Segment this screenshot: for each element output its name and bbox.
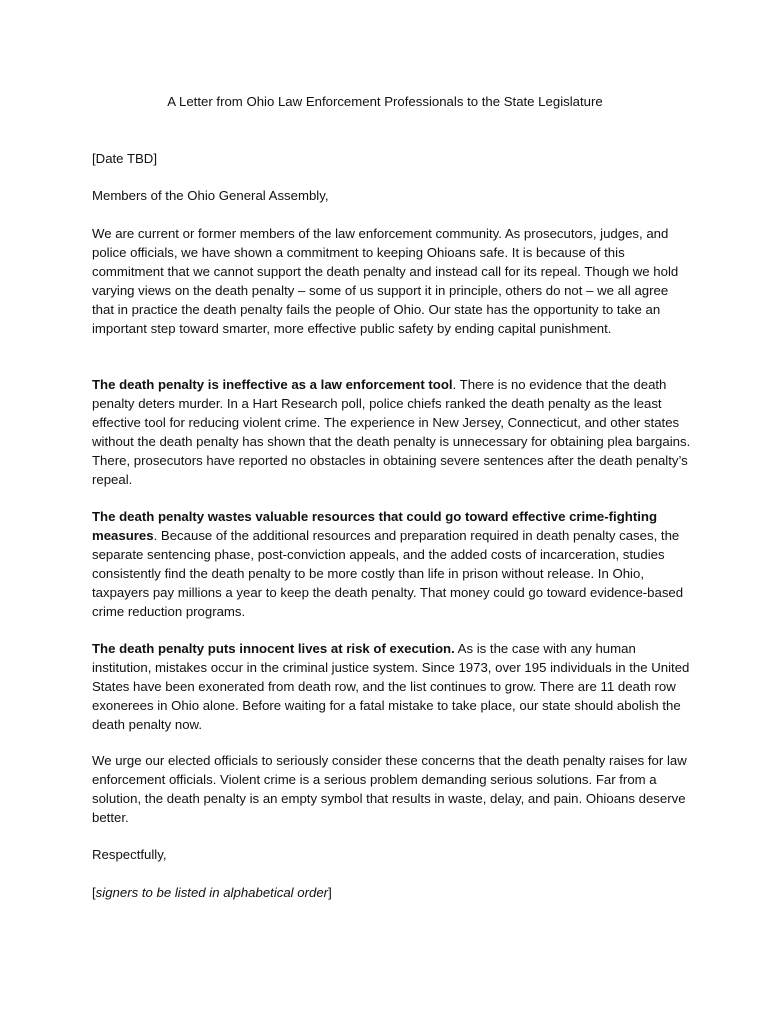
signers-bracket-open: [	[92, 885, 96, 900]
signers-placeholder	[92, 884, 692, 903]
section-innocent-lives-lead: The death penalty puts innocent lives at risk of execution.	[92, 641, 455, 656]
letter-date: [Date TBD]	[92, 151, 157, 166]
section-innocent-lives	[92, 640, 692, 735]
section-wastes-resources-lead: The death penalty wastes valuable resources that could go toward effective crime-fighting measures	[92, 509, 657, 543]
letter-closing: Respectfully,	[92, 847, 167, 862]
conclusion-paragraph: We urge our elected officials to seriously consider these concerns that the death penalty raises for law enforcement officials. Violent crime is a serious problem demanding serious solutions. Far from a solution, the death penalty is an empty symbol that results in waste, delay, and pain. Ohioans deserve better.	[92, 753, 687, 825]
section-ineffective-lead: The death penalty is ineffective as a law enforcement tool	[92, 377, 453, 392]
signers-note: signers to be listed in alphabetical order	[95, 885, 329, 900]
letter-salutation: Members of the Ohio General Assembly,	[92, 188, 329, 203]
section-ineffective-text: . There is no evidence that the death penalty deters murder. In a Hart Research poll, police chiefs ranked the death penalty as the least effective tool for reducing violent crime. The experience in New Jersey, Connecticut, and other states without the death penalty has shown that the death penalty is unnecessary for obtaining plea bargains. There, prosecutors have reported no obstacles in obtaining severe sentences after the death penalty’s repeal.	[92, 377, 691, 487]
signers-bracket-close: ]	[328, 885, 332, 900]
section-wastes-resources-text: . Because of the additional resources and preparation required in death penalty cases, the separate sentencing phase, post-conviction appeals, and the added costs of incarceration, studies consistently find the death penalty to be more costly than life in prison without release. In Ohio, taxpayers pay millions a year to keep the death penalty. That money could go toward evidence-based crime reduction programs.	[92, 527, 684, 619]
section-ineffective	[92, 376, 692, 489]
intro-paragraph: We are current or former members of the law enforcement community. As prosecutors, judges, and police officials, we have shown a commitment to keeping Ohioans safe. It is because of this commitment that we cannot support the death penalty and instead call for its repeal. Though we hold varying views on the death penalty – some of us support it in principle, others do not – we all agree that in practice the death penalty fails the people of Ohio. Our state has the opportunity to take an important step toward smarter, more effective public safety by ending capital punishment.	[92, 226, 679, 336]
section-innocent-lives-text: As is the case with any human institution, mistakes occur in the criminal justice system. Since 1973, over 195 individuals in the United States have been exonerated from death row, and the list continues to grow. There are 11 death row exonerees in Ohio alone. Before waiting for a fatal mistake to take place, our state should abolish the death penalty now.	[92, 641, 690, 732]
section-wastes-resources	[92, 508, 692, 621]
letter-title: A Letter from Ohio Law Enforcement Professionals to the State Legislature	[167, 94, 603, 109]
